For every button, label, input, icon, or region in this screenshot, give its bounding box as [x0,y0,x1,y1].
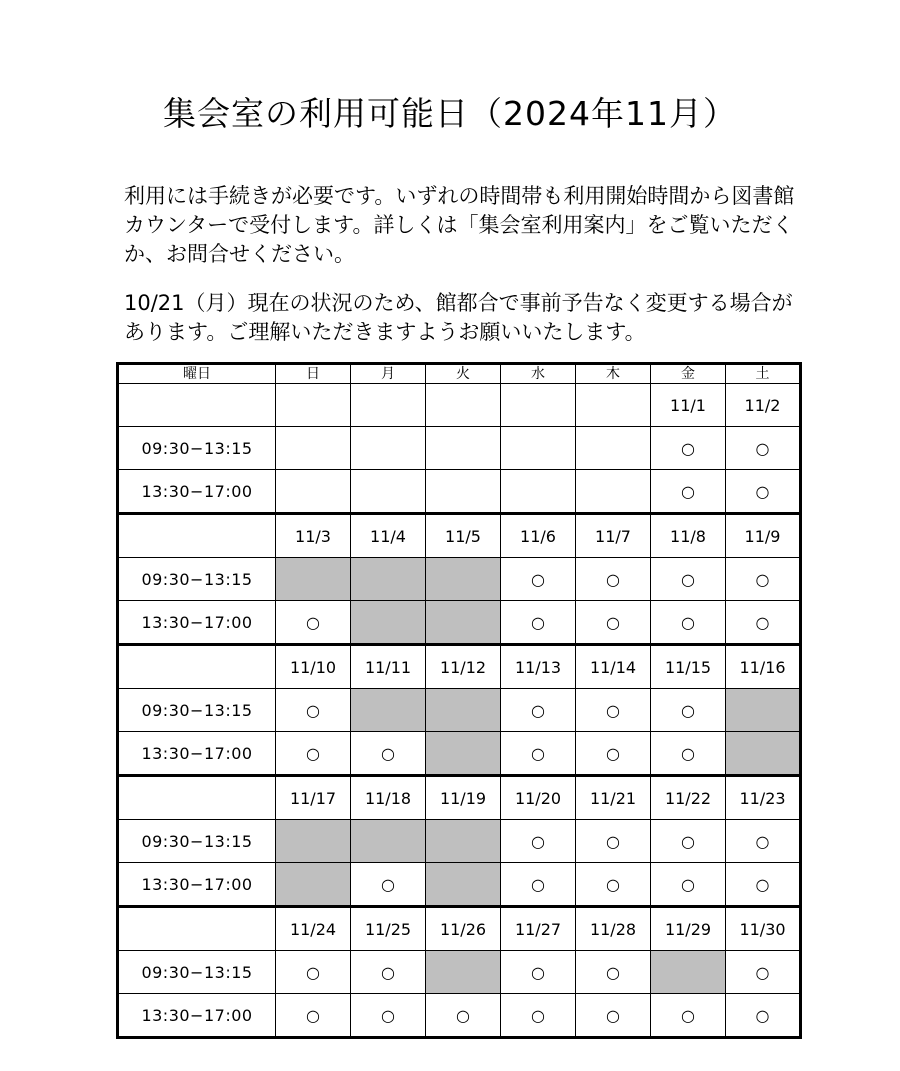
available-mark: ○ [501,558,576,601]
time-slot-label: 09:30−13:15 [118,427,276,470]
date-cell-tue [426,384,501,427]
date-cell-mon: 11/18 [351,776,426,820]
time-slot-row [118,601,801,645]
empty-cell [426,470,501,514]
date-cell-fri: 11/1 [651,384,726,427]
available-mark: ○ [726,863,801,907]
available-mark: ○ [726,820,801,863]
available-mark: ○ [576,558,651,601]
available-mark: ○ [576,820,651,863]
available-mark: ○ [576,863,651,907]
date-cell-mon [351,384,426,427]
available-mark: ○ [651,601,726,645]
date-cell-tue: 11/5 [426,514,501,558]
available-mark: ○ [726,601,801,645]
time-slot-label: 13:30−17:00 [118,732,276,776]
status-notice: 10/21（月）現在の状況のため、館都合で事前予告なく変更する場合があります。ご理解いただきますようお願いいたします。 [124,291,793,344]
unavailable-cell [351,689,426,732]
available-mark: ○ [276,601,351,645]
weekday-sun: 日 [276,364,351,384]
schedule-body [118,384,801,1038]
time-slot-label: 13:30−17:00 [118,601,276,645]
time-slot-row [118,689,801,732]
week-date-row [118,776,801,820]
available-mark: ○ [726,470,801,514]
weekday-thu: 木 [576,364,651,384]
unavailable-cell [426,689,501,732]
date-cell-sat: 11/9 [726,514,801,558]
available-mark: ○ [351,732,426,776]
time-slot-row [118,732,801,776]
available-mark: ○ [726,951,801,994]
unavailable-cell [726,732,801,776]
unavailable-cell [276,558,351,601]
date-cell-mon: 11/11 [351,645,426,689]
date-cell-thu: 11/28 [576,907,651,951]
week-date-label-cell [118,514,276,558]
available-mark: ○ [726,994,801,1038]
weekday-wed: 水 [501,364,576,384]
empty-cell [501,427,576,470]
empty-cell [276,427,351,470]
time-slot-row [118,863,801,907]
time-slot-row [118,427,801,470]
available-mark: ○ [426,994,501,1038]
available-mark: ○ [501,863,576,907]
time-slot-row [118,951,801,994]
date-cell-fri: 11/15 [651,645,726,689]
time-slot-label: 09:30−13:15 [118,820,276,863]
available-mark: ○ [501,689,576,732]
date-cell-sun: 11/3 [276,514,351,558]
week-date-row [118,907,801,951]
week-date-row [118,645,801,689]
date-cell-sat: 11/16 [726,645,801,689]
date-cell-sun: 11/24 [276,907,351,951]
date-cell-sun: 11/17 [276,776,351,820]
unavailable-cell [426,820,501,863]
available-mark: ○ [576,951,651,994]
week-date-label-cell [118,645,276,689]
date-cell-mon: 11/25 [351,907,426,951]
week-date-label-cell [118,776,276,820]
date-cell-fri: 11/22 [651,776,726,820]
available-mark: ○ [276,732,351,776]
weekday-sat: 土 [726,364,801,384]
empty-cell [276,470,351,514]
weekday-fri: 金 [651,364,726,384]
available-mark: ○ [276,951,351,994]
available-mark: ○ [726,427,801,470]
available-mark: ○ [351,863,426,907]
unavailable-cell [726,689,801,732]
time-slot-label: 09:30−13:15 [118,558,276,601]
date-cell-thu: 11/7 [576,514,651,558]
weekday-header-row [118,364,801,384]
date-cell-tue: 11/12 [426,645,501,689]
unavailable-cell [426,558,501,601]
time-slot-row [118,820,801,863]
weekday-header-label: 曜日 [118,364,276,384]
time-slot-row [118,558,801,601]
date-cell-tue: 11/19 [426,776,501,820]
time-slot-row [118,994,801,1038]
week-date-row [118,384,801,427]
available-mark: ○ [651,994,726,1038]
date-cell-wed [501,384,576,427]
date-cell-wed: 11/20 [501,776,576,820]
date-cell-wed: 11/13 [501,645,576,689]
time-slot-label: 13:30−17:00 [118,994,276,1038]
empty-cell [351,427,426,470]
available-mark: ○ [726,558,801,601]
available-mark: ○ [501,820,576,863]
available-mark: ○ [651,863,726,907]
available-mark: ○ [651,689,726,732]
unavailable-cell [276,863,351,907]
available-mark: ○ [651,558,726,601]
empty-cell [501,470,576,514]
time-slot-label: 09:30−13:15 [118,951,276,994]
unavailable-cell [351,820,426,863]
date-cell-sat: 11/23 [726,776,801,820]
unavailable-cell [426,951,501,994]
date-cell-thu: 11/21 [576,776,651,820]
available-mark: ○ [576,689,651,732]
date-cell-fri: 11/8 [651,514,726,558]
unavailable-cell [351,601,426,645]
week-date-label-cell [118,907,276,951]
week-date-row [118,514,801,558]
unavailable-cell [651,951,726,994]
time-slot-row [118,470,801,514]
available-mark: ○ [501,994,576,1038]
page-title: 集会室の利用可能日（2024年11月） [163,94,737,133]
date-cell-thu: 11/14 [576,645,651,689]
available-mark: ○ [651,427,726,470]
unavailable-cell [426,601,501,645]
time-slot-label: 13:30−17:00 [118,863,276,907]
available-mark: ○ [651,732,726,776]
available-mark: ○ [351,951,426,994]
available-mark: ○ [576,732,651,776]
date-cell-sun [276,384,351,427]
unavailable-cell [426,863,501,907]
available-mark: ○ [276,994,351,1038]
week-date-label-cell [118,384,276,427]
available-mark: ○ [576,994,651,1038]
unavailable-cell [351,558,426,601]
unavailable-cell [276,820,351,863]
available-mark: ○ [501,732,576,776]
available-mark: ○ [501,951,576,994]
date-cell-wed: 11/27 [501,907,576,951]
available-mark: ○ [276,689,351,732]
date-cell-tue: 11/26 [426,907,501,951]
available-mark: ○ [651,820,726,863]
date-cell-sat: 11/2 [726,384,801,427]
unavailable-cell [426,732,501,776]
empty-cell [351,470,426,514]
time-slot-label: 09:30−13:15 [118,689,276,732]
availability-table [116,362,802,1039]
available-mark: ○ [351,994,426,1038]
empty-cell [426,427,501,470]
available-mark: ○ [651,470,726,514]
date-cell-sun: 11/10 [276,645,351,689]
available-mark: ○ [576,601,651,645]
date-cell-sat: 11/30 [726,907,801,951]
weekday-mon: 月 [351,364,426,384]
available-mark: ○ [501,601,576,645]
date-cell-thu [576,384,651,427]
date-cell-fri: 11/29 [651,907,726,951]
usage-notice: 利用には手続きが必要です。いずれの時間帯も利用開始時間から図書館カウンターで受付します。詳しくは「集会室利用案内」をご覧いただくか、お問合せください。 [124,184,795,266]
weekday-tue: 火 [426,364,501,384]
date-cell-mon: 11/4 [351,514,426,558]
time-slot-label: 13:30−17:00 [118,470,276,514]
date-cell-wed: 11/6 [501,514,576,558]
empty-cell [576,470,651,514]
empty-cell [576,427,651,470]
